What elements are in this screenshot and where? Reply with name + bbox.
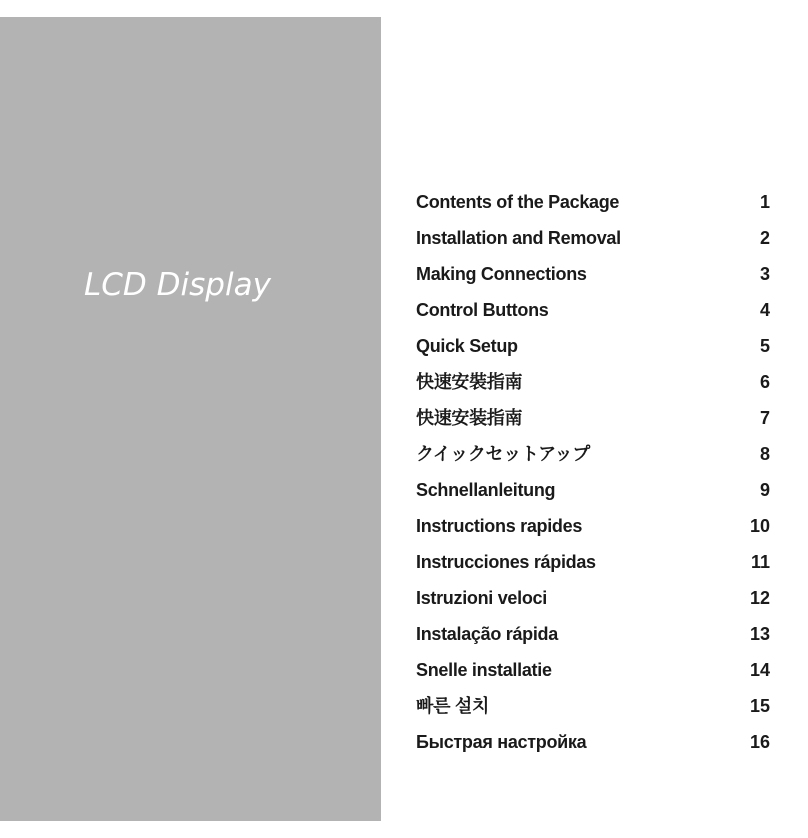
toc-entry-page: 1 xyxy=(759,192,770,212)
toc-entry-title: Instalação rápida xyxy=(416,624,558,644)
toc-entry-title: Control Buttons xyxy=(416,300,549,320)
toc-entry-title: Istruzioni veloci xyxy=(416,588,547,608)
toc-entry-7[interactable] xyxy=(416,400,776,436)
toc-entry-page: 13 xyxy=(749,624,770,644)
toc-entry-title: Installation and Removal xyxy=(416,228,621,248)
toc-entry-title: Schnellanleitung xyxy=(416,480,556,500)
toc-entry-title: 빠른 설치 xyxy=(416,696,490,716)
table-of-contents xyxy=(416,184,776,760)
toc-entry-6[interactable] xyxy=(416,364,776,400)
cover-panel xyxy=(0,17,381,821)
toc-entry-title: Contents of the Package xyxy=(416,192,620,212)
toc-entry-page: 9 xyxy=(759,480,770,500)
toc-entry-title: Quick Setup xyxy=(416,336,518,356)
toc-entry-title: Instrucciones rápidas xyxy=(416,552,596,572)
toc-entry-16[interactable] xyxy=(416,724,776,760)
toc-entry-title: Snelle installatie xyxy=(416,660,552,680)
toc-entry-page: 2 xyxy=(759,228,770,248)
toc-entry-11[interactable] xyxy=(416,544,776,580)
toc-entry-page: 12 xyxy=(749,588,770,608)
toc-entry-10[interactable] xyxy=(416,508,776,544)
toc-entry-page: 6 xyxy=(759,372,770,392)
toc-entry-5[interactable] xyxy=(416,328,776,364)
toc-entry-14[interactable] xyxy=(416,652,776,688)
toc-entry-4[interactable] xyxy=(416,292,776,328)
toc-entry-title: Быстрая настройка xyxy=(416,732,587,752)
toc-entry-title: 快速安装指南 xyxy=(416,408,523,428)
toc-entry-page: 14 xyxy=(749,660,770,680)
toc-entry-13[interactable] xyxy=(416,616,776,652)
toc-entry-9[interactable] xyxy=(416,472,776,508)
toc-entry-page: 8 xyxy=(759,444,770,464)
toc-entry-page: 10 xyxy=(749,516,770,536)
toc-entry-title: Instructions rapides xyxy=(416,516,583,536)
toc-entry-page: 16 xyxy=(749,732,770,752)
toc-entry-3[interactable] xyxy=(416,256,776,292)
toc-entry-2[interactable] xyxy=(416,220,776,256)
toc-entry-1[interactable] xyxy=(416,184,776,220)
toc-entry-title: Making Connections xyxy=(416,264,587,284)
toc-entry-page: 11 xyxy=(750,552,770,572)
cover-title: LCD Display xyxy=(84,267,271,303)
toc-entry-title: クイックセットアップ xyxy=(416,444,590,464)
toc-entry-12[interactable] xyxy=(416,580,776,616)
toc-entry-page: 15 xyxy=(749,696,770,716)
toc-entry-8[interactable] xyxy=(416,436,776,472)
toc-entry-title: 快速安裝指南 xyxy=(416,372,523,392)
toc-entry-page: 3 xyxy=(759,264,770,284)
toc-entry-page: 4 xyxy=(759,300,770,320)
toc-entry-page: 7 xyxy=(759,408,770,428)
toc-entry-page: 5 xyxy=(759,336,770,356)
toc-entry-15[interactable] xyxy=(416,688,776,724)
